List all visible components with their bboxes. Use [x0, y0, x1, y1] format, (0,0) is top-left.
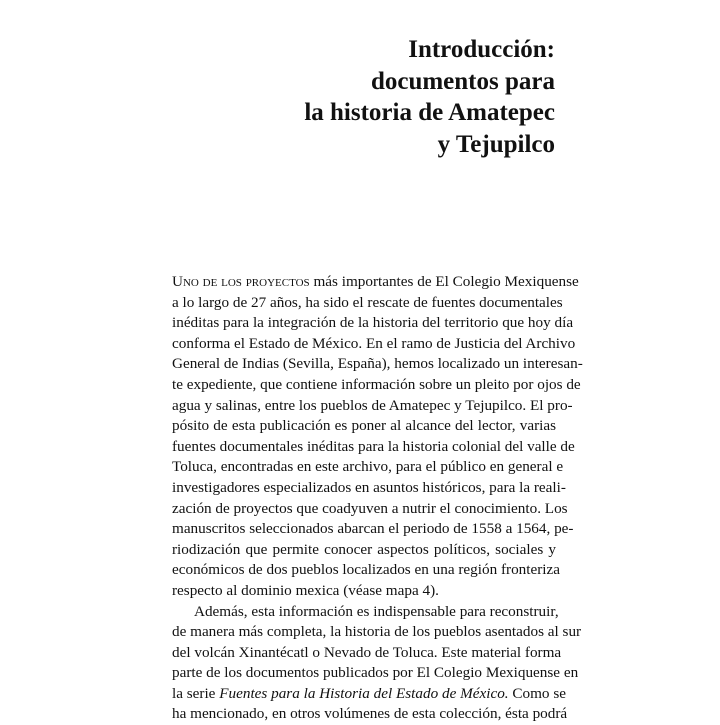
- text-span: la serie: [172, 684, 220, 702]
- text-span: Como se: [508, 684, 566, 702]
- title-line: la historia de Amatepec: [304, 99, 555, 126]
- text-line: [172, 684, 566, 705]
- text-line: agua y salinas, entre los pueblos de Amatepec y Tejupilco. El pro-: [172, 396, 573, 414]
- text-line: te expediente, que contiene información sobre un pleito por ojos de: [172, 375, 581, 393]
- text-line: conforma el Estado de México. En el ramo de Justicia del Archivo: [172, 334, 576, 352]
- text-line: manuscritos seleccionados abarcan el periodo de 1558 a 1564, pe-: [172, 520, 574, 538]
- chapter-title: [304, 34, 555, 160]
- text-line: Toluca, encontradas en este archivo, para el público en general e: [172, 458, 564, 476]
- text-line: ha mencionado, en otros volúmenes de esta colección, ésta podrá: [172, 705, 568, 723]
- text-line: fuentes documentales inéditas para la historia colonial del valle de: [172, 437, 575, 455]
- title-line: y Tejupilco: [437, 130, 555, 158]
- title-line: documentos para: [370, 67, 555, 95]
- text-line: del volcán Xinantécatl o Nevado de Toluca. Este material forma: [172, 643, 562, 661]
- series-title-italic: Fuentes para la Historia del Estado de México.: [219, 684, 509, 702]
- text-line: pósito de esta publicación es poner al alcance del lector, varias: [172, 417, 556, 435]
- text-line: de manera más completa, la historia de los pueblos asentados al sur: [172, 623, 582, 641]
- text-line: Además, esta información es indispensable para reconstruir,: [194, 602, 559, 620]
- text-line: investigadores especializados en asuntos históricos, para la reali-: [172, 478, 566, 496]
- text-line: respecto al dominio mexica (véase mapa 4).: [172, 581, 439, 599]
- text-span: más importantes de El Colegio Mexiquense: [309, 273, 579, 290]
- text-line: [172, 272, 579, 293]
- text-line: zación de proyectos que coadyuven a nutrir el conocimiento. Los: [172, 499, 568, 517]
- title-line: Introducción:: [408, 36, 555, 63]
- text-line: General de Indias (Sevilla, España), hemos localizado un interesan-: [172, 355, 583, 373]
- body-text: [172, 272, 583, 725]
- text-line: riodización que permite conocer aspectos políticos, sociales y: [172, 540, 556, 558]
- text-line: económicos de dos pueblos localizados en una región fronteriza: [172, 561, 560, 579]
- text-line: inéditas para la integración de la historia del territorio que hoy día: [172, 314, 574, 332]
- lead-in-small-caps: Uno de los proyectos: [172, 273, 310, 290]
- text-line: parte de los documentos publicados por El Colegio Mexiquense en: [172, 664, 579, 682]
- text-line: a lo largo de 27 años, ha sido el rescate de fuentes documentales: [172, 293, 563, 311]
